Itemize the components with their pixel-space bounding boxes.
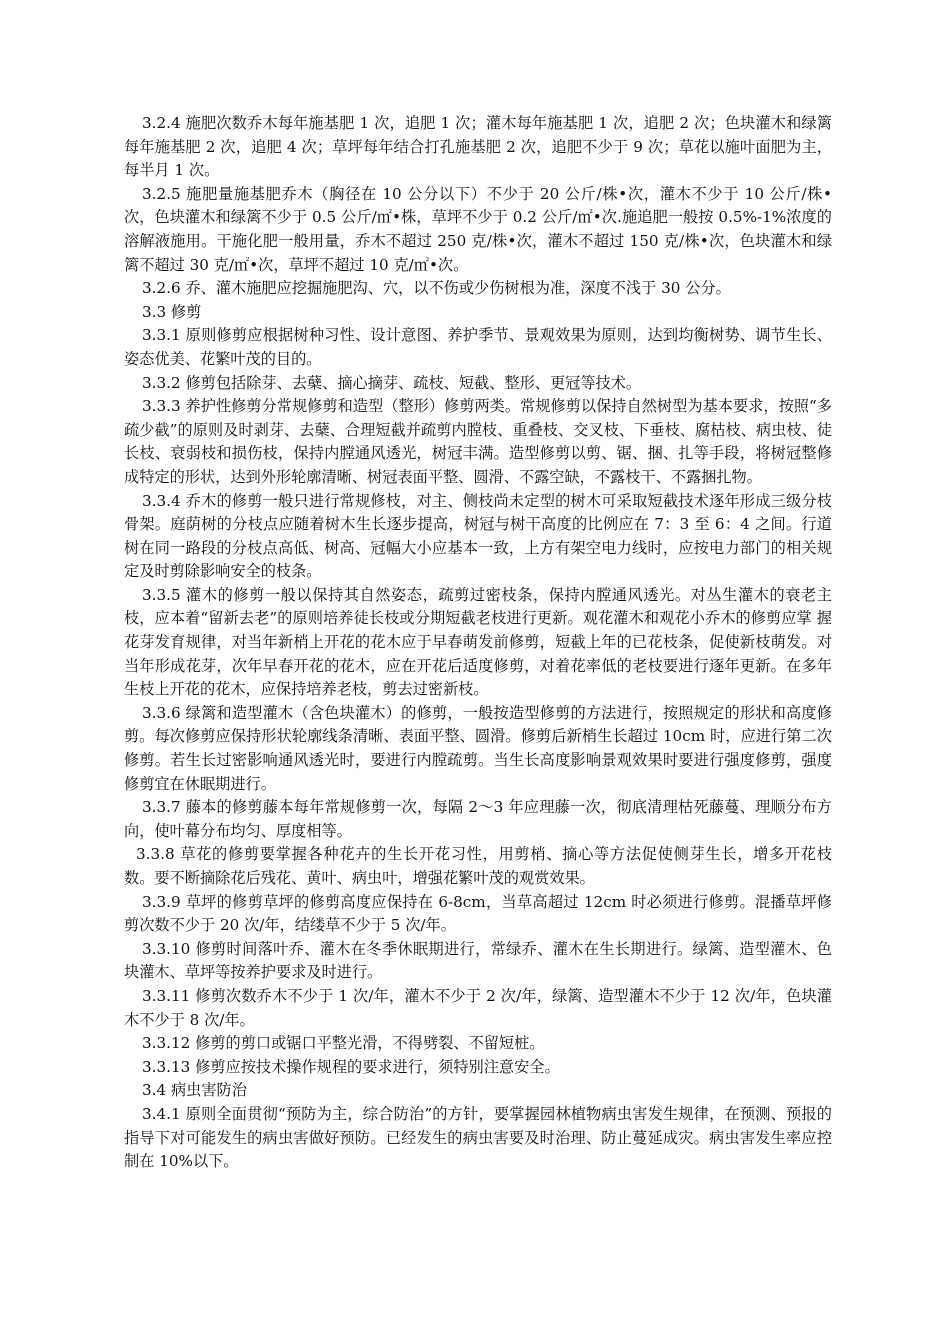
section-heading-3-3: 3.3 修剪 — [142, 302, 202, 321]
paragraph-3-3-2: 3.3.2 修剪包括除芽、去蘖、摘心摘芽、疏枝、短截、整形、更冠等技术。 — [142, 373, 642, 392]
paragraph-3-3-11: 3.3.11 修剪次数乔木不少于 1 次/年，灌木不少于 2 次/年，绿篱、造型灌木不少于 12 次/年，色块灌木不少于 8 次/年。 — [124, 986, 832, 1029]
paragraph-3-3-8: 3.3.8 草花的修剪要掌握各种花卉的生长开花习性，用剪梢、摘心等方法促使侧芽生长，增多开花枝数。要不断摘除花后残花、黄叶、病虫叶，增强花繁叶茂的观赏效果。 — [124, 845, 832, 887]
paragraph-3-2-5: 3.2.5 施肥量施基肥乔木（胸径在 10 公分以下）不少于 20 公斤/株•次，灌木不少于 10 公斤/株•次，色块灌木和绿篱不少于 0.5 公斤/㎡•株，草坪不少于 0.2 公斤/㎡•次.施追肥一般按 0.5%-1%浓度的溶解液施用。干施化肥一般用量，乔木不超过 250 克/株•次，灌木不超过 150 克/株•次，色块灌木和绿篱不超过 30 克/㎡•次，草坪不超过 10 克/㎡•次。 — [124, 184, 832, 274]
paragraph-3-3-12: 3.3.12 修剪的剪口或锯口平整光滑，不得劈裂、不留短桩。 — [142, 1034, 545, 1053]
paragraph-3-3-5: 3.3.5 灌木的修剪一般以保持其自然姿态，疏剪过密枝条，保持内膛通风透光。对丛生灌木的衰老主枝，应本着“留新去老”的原则培养徒长枝或分期短截老枝进行更新。观花灌木和观花小乔木的修剪应掌 握花芽发育规律，对当年新梢上开花的花木应于早春萌发前修剪，短截上年的已花枝条，促使新枝萌发。对当年形成花芽，次年早春开花的花木，应在开花后适度修剪，对着花率低的老枝要进行逐年更新。在多年生枝上开花的花木，应保持培养老枝，剪去过密新枝。 — [124, 585, 832, 699]
paragraph-3-3-6: 3.3.6 绿篱和造型灌木（含色块灌木）的修剪，一般按造型修剪的方法进行，按照规定的形状和高度修剪。每次修剪应保持形状轮廓线条清晰、表面平整、圆滑。修剪后新梢生长超过 10cm 时，应进行第二次修剪。若生长过密影响通风透光时，要进行内膛疏剪。当生长高度影响景观效果时要进行强度修剪，强度修剪宜在休眠期进行。 — [124, 703, 832, 793]
paragraph-3-3-4: 3.3.4 乔木的修剪一般只进行常规修枝，对主、侧枝尚未定型的树木可采取短截技术逐年形成三级分枝骨架。庭荫树的分枝点应随着树木生长逐步提高，树冠与树干高度的比例应在 7：3 至 6：4 之间。行道树在同一路段的分枝点高低、树高、冠幅大小应基本一致，上方有架空电力线时，应按电力部门的相关规定及时剪除影响安全的枝条。 — [124, 491, 832, 581]
paragraph-3-3-3: 3.3.3 养护性修剪分常规修剪和造型（整形）修剪两类。常规修剪以保持自然树型为基本要求，按照“多疏少截”的原则及时剥芽、去蘖、合理短截并疏剪内膛枝、重叠枝、交叉枝、下垂枝、腐枯枝、病虫枝、徒长枝、衰弱枝和损伤枝，保持内膛通风透光，树冠丰满。造型修剪以剪、锯、捆、扎等手段，将树冠整修成特定的形状，达到外形轮廓清晰、树冠表面平整、圆滑、不露空缺，不露枝干、不露捆扎物。 — [124, 397, 832, 486]
paragraph-3-3-7: 3.3.7 藤本的修剪藤本每年常规修剪一次，每隔 2～3 年应理藤一次，彻底清理枯死藤蔓、理顺分布方向，使叶幕分布均匀、厚度相等。 — [124, 798, 832, 840]
paragraph-3-3-13: 3.3.13 修剪应按技术操作规程的要求进行，须特别注意安全。 — [142, 1057, 560, 1076]
paragraph-3-2-6: 3.2.6 乔、灌木施肥应挖掘施肥沟、穴，以不伤或少伤树根为准，深度不浅于 30 公分。 — [142, 279, 731, 298]
paragraph-3-3-9: 3.3.9 草坪的修剪草坪的修剪高度应保持在 6-8cm，当草高超过 12cm 时必须进行修剪。混播草坪修剪次数不少于 20 次/年，结缕草不少于 5 次/年。 — [124, 892, 832, 935]
paragraph-3-3-1: 3.3.1 原则修剪应根据树种习性、设计意图、养护季节、景观效果为原则，达到均衡树势、调节生长、姿态优美、花繁叶茂的目的。 — [124, 326, 832, 368]
paragraph-3-2-4: 3.2.4 施肥次数乔木每年施基肥 1 次，追肥 1 次；灌木每年施基肥 1 次，追肥 2 次；色块灌木和绿篱每年施基肥 2 次，追肥 4 次；草坪每年结合打孔施基肥 2 次，追肥不少于 9 次；草花以施叶面肥为主，每半月 1 次。 — [124, 114, 832, 180]
paragraph-3-3-10: 3.3.10 修剪时间落叶乔、灌木在冬季休眠期进行，常绿乔、灌木在生长期进行。绿篱、造型灌木、色块灌木、草坪等按养护要求及时进行。 — [124, 939, 832, 982]
section-heading-3-4: 3.4 病虫害防治 — [142, 1081, 247, 1100]
document-body — [124, 112, 832, 1174]
paragraph-3-4-1: 3.4.1 原则全面贯彻“预防为主，综合防治”的方针，要掌握园林植物病虫害发生规律，在预测、预报的指导下对可能发生的病虫害做好预防。已经发生的病虫害要及时治理、防止蔓延成灾。病虫害发生率应控制在 10%以下。 — [124, 1104, 832, 1171]
